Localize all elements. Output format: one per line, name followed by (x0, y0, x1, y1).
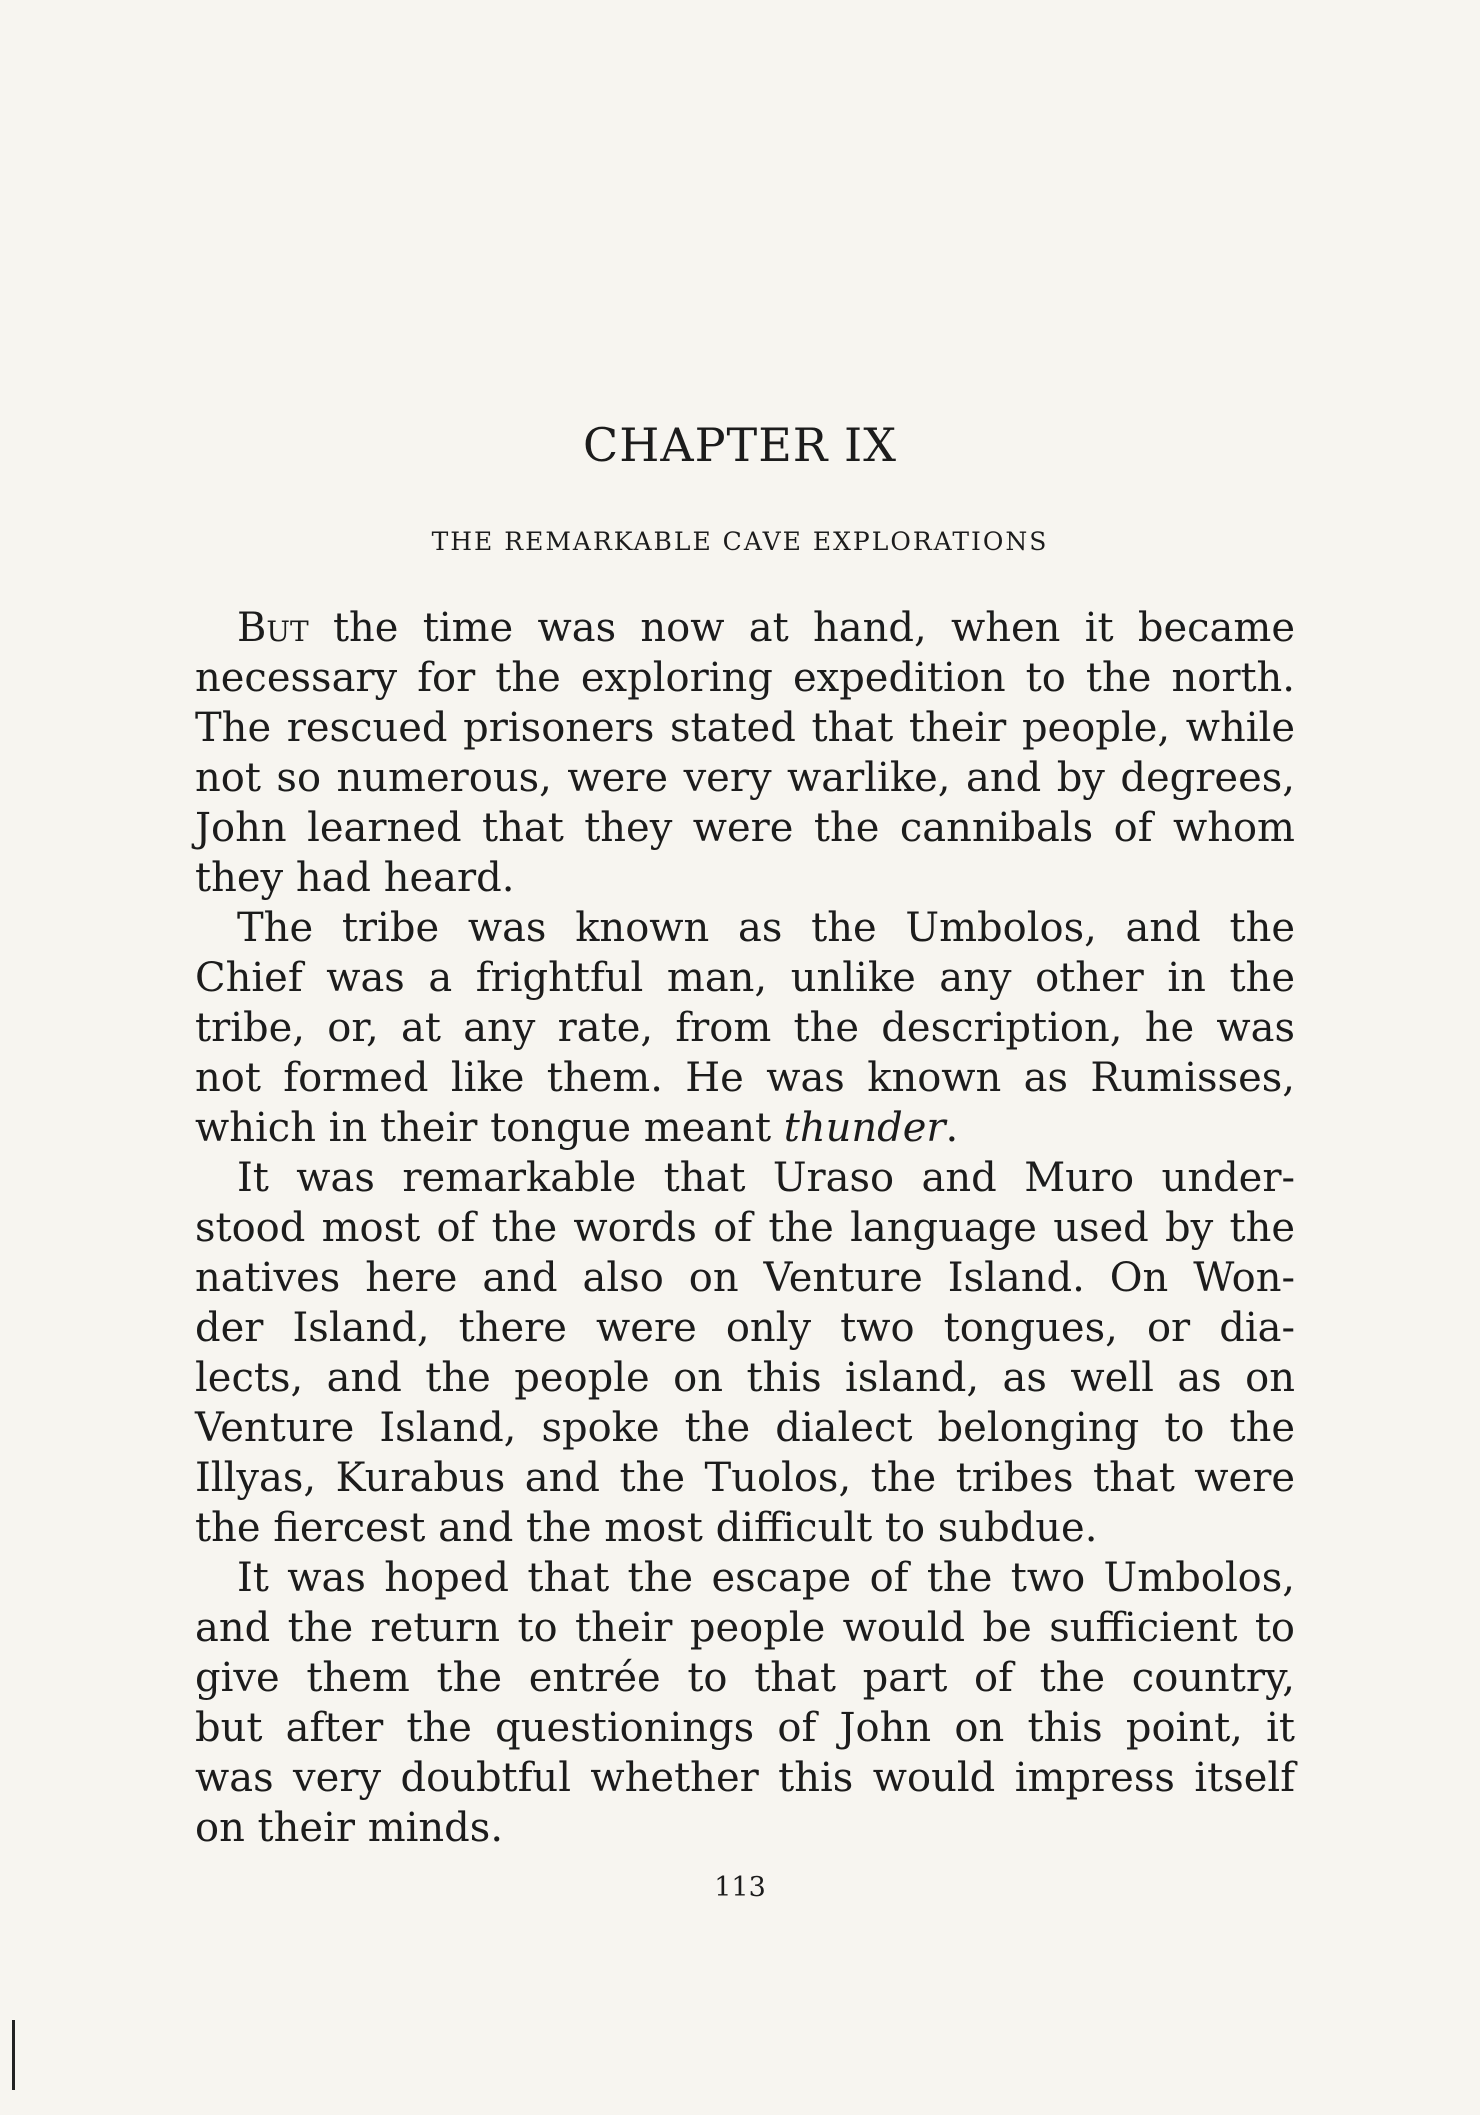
text-line: they had heard. (195, 855, 515, 901)
text-line: der Island, there were only two tongues, or dia- (195, 1305, 1295, 1351)
text-line: not formed like them. He was known as Rumisses, (195, 1055, 1295, 1101)
paragraph-3 (195, 1153, 1295, 1553)
margin-mark (12, 2020, 15, 2090)
page-number: 113 (714, 1872, 766, 1903)
italic-word: thunder (783, 1105, 946, 1151)
chapter-heading: CHAPTER IX (583, 418, 897, 472)
text-line: lects, and the people on this island, as well as on (195, 1355, 1295, 1401)
text-line: but after the questionings of John on this point, it (195, 1705, 1295, 1751)
text-line: and the return to their people would be sufficient to (195, 1605, 1295, 1651)
text-line: John learned that they were the cannibals of whom (195, 805, 1295, 851)
chapter-subtitle: THE REMARKABLE CAVE EXPLORATIONS (431, 527, 1049, 556)
paragraph-2 (195, 903, 1295, 1153)
text-line: which in their tongue meant thunder. (195, 1105, 959, 1151)
body-text (195, 603, 1295, 1853)
text-line: the fiercest and the most difficult to subdue. (195, 1505, 1098, 1551)
text-line: The tribe was known as the Umbolos, and the (237, 905, 1295, 951)
text-line: natives here and also on Venture Island. On Won- (195, 1255, 1295, 1301)
text-line: The rescued prisoners stated that their people, while (195, 705, 1295, 751)
paragraph-1 (195, 603, 1295, 903)
text-line: was very doubtful whether this would impress itself (195, 1755, 1295, 1801)
paragraph-4 (195, 1553, 1295, 1853)
text-line: But the time was now at hand, when it became (237, 605, 1295, 651)
lead-word: But (237, 605, 309, 651)
text-line: tribe, or, at any rate, from the description, he was (195, 1005, 1295, 1051)
text-line: stood most of the words of the language used by the (195, 1205, 1295, 1251)
text-line: Chief was a frightful man, unlike any other in the (195, 955, 1295, 1001)
text-line: Illyas, Kurabus and the Tuolos, the tribes that were (195, 1455, 1295, 1501)
text-line: on their minds. (195, 1805, 504, 1851)
text-line: It was remarkable that Uraso and Muro under- (237, 1155, 1295, 1201)
text-line: give them the entrée to that part of the country, (195, 1655, 1295, 1701)
text-line: not so numerous, were very warlike, and by degrees, (195, 755, 1295, 801)
text-line: It was hoped that the escape of the two Umbolos, (237, 1555, 1295, 1601)
text-line: Venture Island, spoke the dialect belonging to the (195, 1405, 1295, 1451)
text-line: necessary for the exploring expedition to the north. (195, 655, 1295, 701)
